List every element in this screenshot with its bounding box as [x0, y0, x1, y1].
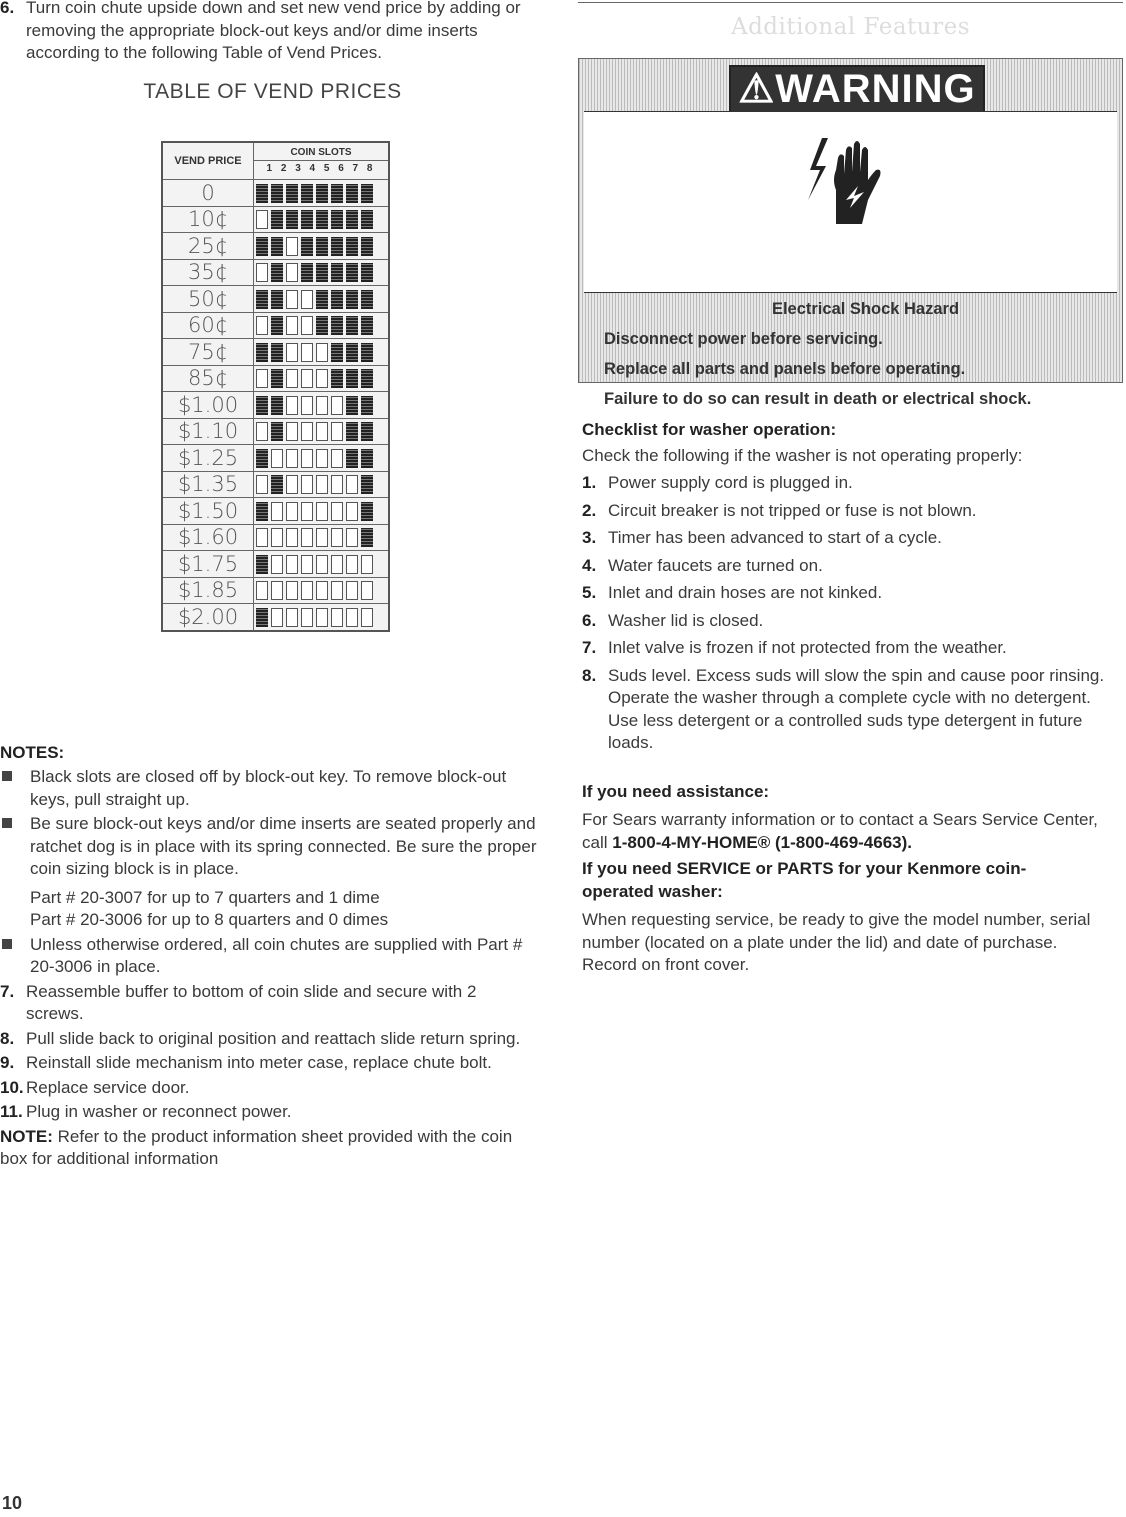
closed-slot [316, 263, 328, 282]
coin-slot-pattern [254, 339, 390, 366]
open-slot [331, 396, 343, 415]
closed-slot [316, 290, 328, 309]
checklist-number: 2. [582, 500, 597, 520]
hazard-title: Electrical Shock Hazard [771, 300, 960, 318]
closed-slot [361, 369, 373, 388]
closed-slot [271, 184, 283, 203]
open-slot [286, 369, 298, 388]
checklist-text: Power supply cord is plugged in. [608, 473, 853, 492]
vend-price: $1.60 [162, 524, 254, 551]
coin-slot-pattern [254, 392, 390, 419]
open-slot [316, 502, 328, 521]
vend-row [162, 312, 389, 339]
step-10 [0, 1077, 545, 1100]
checklist-number: 4. [582, 555, 597, 575]
open-slot [286, 475, 298, 494]
service-text: When requesting service, be ready to give the model number, serial number (located on a plate under the lid) and date of purchase. Record on front cover. [582, 910, 1091, 974]
open-slot [346, 608, 358, 627]
vend-row [162, 259, 389, 286]
coin-slot-pattern [254, 286, 390, 313]
step-text: Reinstall slide mechanism into meter case, replace chute bolt. [26, 1053, 492, 1072]
closed-slot [346, 422, 358, 441]
open-slot [286, 263, 298, 282]
closed-slot [346, 263, 358, 282]
closed-slot [331, 184, 343, 203]
closed-slot [331, 369, 343, 388]
open-slot [301, 343, 313, 362]
warning-band [579, 59, 1122, 111]
checklist-text: Suds level. Excess suds will slow the spin and cause poor rinsing. Operate the washer through a complete cycle with no detergent. Use less detergent or a controlled suds type detergent in future loads. [608, 665, 1105, 752]
closed-slot [361, 528, 373, 547]
step-11 [0, 1101, 545, 1124]
coin-slot-pattern [254, 524, 390, 551]
open-slot [286, 422, 298, 441]
coin-slot-pattern [254, 206, 390, 233]
step-number: 9. [0, 1053, 15, 1072]
coin-slot-pattern [254, 471, 390, 498]
open-slot [361, 581, 373, 600]
closed-slot [256, 290, 268, 309]
checklist-text: Circuit breaker is not tripped or fuse is not blown. [608, 500, 977, 520]
checklist-item [582, 472, 1122, 495]
open-slot [346, 528, 358, 547]
open-slot [331, 422, 343, 441]
open-slot [286, 555, 298, 574]
closed-slot [346, 396, 358, 415]
closed-slot [301, 210, 313, 229]
open-slot [286, 396, 298, 415]
open-slot [301, 422, 313, 441]
open-slot [316, 581, 328, 600]
open-slot [316, 528, 328, 547]
bullet-square-icon [2, 939, 12, 949]
note-text: Unless otherwise ordered, all coin chutes are supplied with Part # 20-3006 in place. [30, 934, 523, 976]
checklist-text: Water faucets are turned on. [608, 555, 823, 575]
checklist-text: Washer lid is closed. [608, 610, 764, 630]
vend-row [162, 339, 389, 366]
open-slot [331, 608, 343, 627]
open-slot [286, 502, 298, 521]
step-text: Turn coin chute upside down and set new vend price by adding or removing the appropriate block-out keys and/or dime inserts according to the following Table of Vend Prices. [26, 0, 521, 62]
closed-slot [316, 184, 328, 203]
warning-title: ⚠WARNING [729, 65, 985, 113]
part-line: Part # 20-3006 for up to 8 quarters and 0 dimes [30, 910, 389, 929]
coin-slots-title: COIN SLOTS [254, 146, 388, 161]
open-slot [256, 475, 268, 494]
step-7 [0, 981, 536, 1026]
open-slot [316, 396, 328, 415]
closed-slot [301, 237, 313, 256]
closed-slot [271, 475, 283, 494]
vend-price: 75¢ [162, 339, 254, 366]
note-text: Black slots are closed off by block-out key. To remove block-out keys, pull straight up. [30, 767, 507, 809]
vend-row [162, 551, 389, 578]
final-note [0, 1126, 525, 1171]
part-line: Part # 20-3007 for up to 7 quarters and 1 dime [30, 887, 380, 907]
open-slot [301, 449, 313, 468]
closed-slot [271, 210, 283, 229]
vend-price: 85¢ [162, 365, 254, 392]
step-number: 7. [0, 981, 15, 1001]
vend-price: 60¢ [162, 312, 254, 339]
vend-row [162, 418, 389, 445]
vend-row [162, 604, 389, 631]
open-slot [316, 422, 328, 441]
open-slot [316, 608, 328, 627]
closed-slot [271, 263, 283, 282]
open-slot [331, 475, 343, 494]
open-slot [316, 449, 328, 468]
note-item [0, 934, 530, 979]
closed-slot [331, 343, 343, 362]
price-column-header: VEND PRICE [162, 142, 254, 180]
assist-body: For Sears warranty information or to contact a Sears Service Center, call [582, 810, 1098, 852]
vend-row [162, 445, 389, 472]
vend-row [162, 206, 389, 233]
closed-slot [346, 210, 358, 229]
warning-line: Failure to do so can result in death or electrical shock. [604, 390, 1032, 408]
step-text: Replace service door. [26, 1077, 190, 1097]
closed-slot [271, 316, 283, 335]
closed-slot [301, 184, 313, 203]
vend-price: $1.00 [162, 392, 254, 419]
coin-slot-pattern [254, 233, 390, 260]
checklist-number: 6. [582, 610, 597, 630]
checklist-item [582, 610, 1122, 633]
assist-phone: 1-800-4-MY-HOME® (1-800-469-4663). [612, 832, 913, 852]
vend-price: 35¢ [162, 259, 254, 286]
closed-slot [361, 422, 373, 441]
vend-row [162, 233, 389, 260]
open-slot [331, 581, 343, 600]
open-slot [316, 475, 328, 494]
checklist-number: 7. [582, 638, 597, 657]
part-lines [0, 887, 545, 932]
checklist-number: 3. [582, 528, 597, 547]
closed-slot [331, 316, 343, 335]
step-text: Plug in washer or reconnect power. [26, 1102, 292, 1121]
closed-slot [256, 608, 268, 627]
closed-slot [331, 210, 343, 229]
checklist [582, 472, 1122, 755]
closed-slot [256, 237, 268, 256]
checklist-item [582, 500, 1122, 523]
shock-image-area [584, 111, 1117, 293]
open-slot [331, 449, 343, 468]
closed-slot [256, 555, 268, 574]
open-slot [256, 263, 268, 282]
open-slot [256, 316, 268, 335]
checklist-item [582, 582, 1122, 605]
checklist-text: Inlet valve is frozen if not protected from the weather. [608, 638, 1007, 657]
open-slot [256, 210, 268, 229]
open-slot [316, 343, 328, 362]
closed-slot [271, 237, 283, 256]
vend-price-table [161, 141, 390, 632]
closed-slot [271, 422, 283, 441]
vend-row [162, 286, 389, 313]
checklist-number: 5. [582, 583, 597, 602]
open-slot [361, 608, 373, 627]
note-item [0, 766, 540, 811]
coin-slot-pattern [254, 180, 390, 207]
closed-slot [286, 184, 298, 203]
open-slot [286, 316, 298, 335]
page-number: 10 [2, 1493, 23, 1513]
slot-numbers: 1 2 3 4 5 6 7 8 [266, 162, 376, 174]
note-label: NOTE: [0, 1126, 53, 1146]
electrical-shock-icon [802, 130, 892, 230]
step-number: 10. [0, 1077, 24, 1097]
vend-price: 10¢ [162, 206, 254, 233]
coin-slot-pattern [254, 365, 390, 392]
closed-slot [361, 316, 373, 335]
open-slot [316, 555, 328, 574]
closed-slot [271, 396, 283, 415]
vend-price: $1.25 [162, 445, 254, 472]
closed-slot [361, 449, 373, 468]
checklist-number: 1. [582, 473, 597, 492]
vend-row [162, 365, 389, 392]
step-number: 6. [0, 0, 15, 17]
open-slot [301, 502, 313, 521]
vend-price: $1.85 [162, 577, 254, 604]
checklist-item [582, 527, 1122, 550]
coin-slot-pattern [254, 577, 390, 604]
step-text: Reassemble buffer to bottom of coin slide and secure with 2 screws. [26, 981, 477, 1023]
assist-text [582, 809, 1102, 854]
open-slot [301, 396, 313, 415]
open-slot [271, 502, 283, 521]
open-slot [301, 475, 313, 494]
step-6 [0, 0, 546, 65]
open-slot [271, 528, 283, 547]
open-slot [346, 555, 358, 574]
closed-slot [346, 369, 358, 388]
open-slot [301, 528, 313, 547]
vend-row [162, 471, 389, 498]
coin-slots-header [254, 142, 390, 180]
closed-slot [271, 369, 283, 388]
closed-slot [316, 316, 328, 335]
coin-slot-pattern [254, 604, 390, 631]
open-slot [316, 369, 328, 388]
closed-slot [361, 263, 373, 282]
coin-slot-pattern [254, 259, 390, 286]
assist-heading: If you need assistance: [582, 781, 770, 801]
warning-box [578, 58, 1123, 408]
vend-row [162, 577, 389, 604]
vend-price: $2.00 [162, 604, 254, 631]
vend-price: 25¢ [162, 233, 254, 260]
closed-slot [361, 396, 373, 415]
vend-price: 50¢ [162, 286, 254, 313]
open-slot [346, 581, 358, 600]
open-slot [301, 316, 313, 335]
open-slot [286, 581, 298, 600]
closed-slot [316, 210, 328, 229]
top-rule [578, 2, 1123, 3]
vend-row [162, 498, 389, 525]
closed-slot [256, 184, 268, 203]
notes-label: NOTES: [0, 743, 65, 762]
warning-line: Replace all parts and panels before operating. [604, 360, 966, 378]
closed-slot [331, 290, 343, 309]
step-text: Pull slide back to original position and reattach slide return spring. [26, 1028, 521, 1048]
closed-slot [361, 475, 373, 494]
closed-slot [271, 290, 283, 309]
note-item [0, 813, 545, 881]
closed-slot [256, 502, 268, 521]
vend-row [162, 180, 389, 207]
open-slot [286, 449, 298, 468]
checklist-text: Timer has been advanced to start of a cycle. [608, 528, 942, 547]
closed-slot [256, 396, 268, 415]
closed-slot [346, 316, 358, 335]
closed-slot [256, 449, 268, 468]
closed-slot [346, 343, 358, 362]
step-8 [0, 1028, 536, 1051]
coin-slot-pattern [254, 445, 390, 472]
open-slot [256, 581, 268, 600]
note-text: Be sure block-out keys and/or dime inserts are seated properly and ratchet dog is in place with its spring connected. Be sure the proper coin sizing block is in place. [30, 814, 537, 878]
closed-slot [346, 290, 358, 309]
closed-slot [361, 502, 373, 521]
vend-price: 0 [162, 180, 254, 207]
checklist-item [582, 555, 1122, 578]
bullet-square-icon [2, 771, 12, 781]
vend-price: $1.10 [162, 418, 254, 445]
closed-slot [256, 343, 268, 362]
warning-line: Disconnect power before servicing. [604, 330, 883, 348]
bullet-square-icon [2, 818, 12, 828]
coin-slot-pattern [254, 498, 390, 525]
closed-slot [346, 184, 358, 203]
open-slot [271, 581, 283, 600]
service-heading: If you need SERVICE or PARTS for your Kenmore coin-operated washer: [582, 859, 1027, 901]
checklist-intro: Check the following if the washer is not operating properly: [582, 445, 1023, 465]
closed-slot [361, 210, 373, 229]
note-text: Refer to the product information sheet provided with the coin box for additional information [0, 1126, 513, 1168]
table-title: TABLE OF VEND PRICES [143, 80, 402, 103]
open-slot [286, 343, 298, 362]
closed-slot [286, 210, 298, 229]
warning-message [584, 294, 1117, 408]
closed-slot [361, 343, 373, 362]
vend-price: $1.35 [162, 471, 254, 498]
open-slot [256, 528, 268, 547]
coin-slot-pattern [254, 418, 390, 445]
closed-slot [271, 343, 283, 362]
vend-row [162, 392, 389, 419]
step-number: 11. [0, 1102, 23, 1121]
closed-slot [301, 263, 313, 282]
open-slot [301, 581, 313, 600]
closed-slot [361, 290, 373, 309]
checklist-item [582, 637, 1122, 660]
open-slot [286, 290, 298, 309]
checklist-number: 8. [582, 665, 597, 685]
checklist-heading: Checklist for washer operation: [582, 420, 837, 439]
open-slot [271, 449, 283, 468]
open-slot [346, 475, 358, 494]
closed-slot [346, 237, 358, 256]
section-heading: Additional Features [730, 14, 971, 40]
coin-slot-pattern [254, 312, 390, 339]
closed-slot [361, 184, 373, 203]
vend-price: $1.50 [162, 498, 254, 525]
open-slot [331, 555, 343, 574]
open-slot [331, 528, 343, 547]
open-slot [286, 608, 298, 627]
open-slot [346, 502, 358, 521]
open-slot [301, 555, 313, 574]
open-slot [256, 369, 268, 388]
open-slot [301, 369, 313, 388]
closed-slot [361, 237, 373, 256]
checklist-text: Inlet and drain hoses are not kinked. [608, 583, 883, 602]
open-slot [271, 555, 283, 574]
step-9 [0, 1052, 571, 1075]
open-slot [256, 422, 268, 441]
closed-slot [346, 449, 358, 468]
coin-slot-pattern [254, 551, 390, 578]
open-slot [286, 237, 298, 256]
closed-slot [331, 237, 343, 256]
checklist-item [582, 665, 1122, 755]
closed-slot [331, 263, 343, 282]
open-slot [286, 528, 298, 547]
open-slot [331, 502, 343, 521]
step-number: 8. [0, 1028, 15, 1048]
vend-row [162, 524, 389, 551]
open-slot [271, 608, 283, 627]
closed-slot [316, 237, 328, 256]
open-slot [301, 608, 313, 627]
open-slot [301, 290, 313, 309]
vend-price: $1.75 [162, 551, 254, 578]
open-slot [361, 555, 373, 574]
